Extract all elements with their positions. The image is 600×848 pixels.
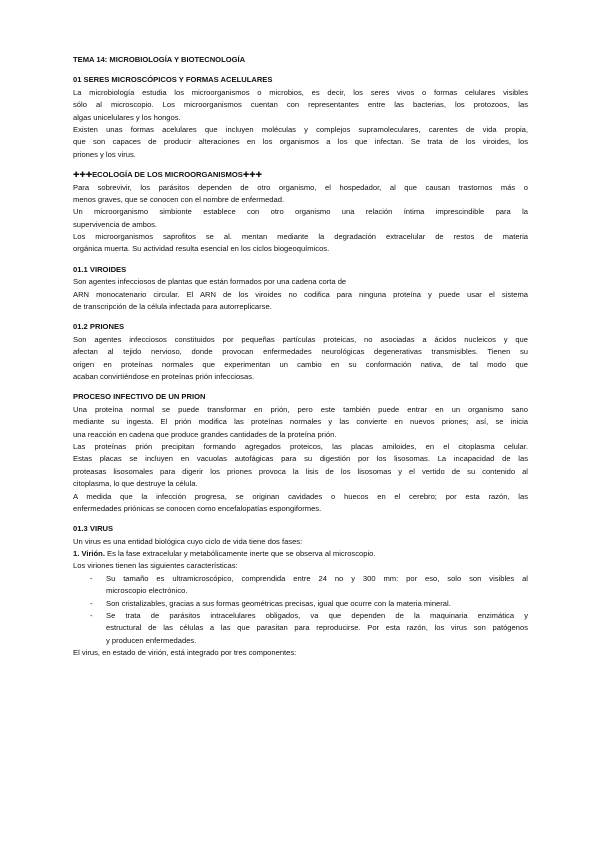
paragraph-line: priones y los virus. (73, 149, 136, 159)
list-item-continuation: y producen enfermedades. (106, 635, 197, 645)
phase-description: Es la fase extracelular y metabólicamente inerte que se observa al microscopio. (104, 549, 376, 559)
section-body-priones (73, 334, 528, 384)
paragraph-line: Los microorganismos saprofitos se al. mentan mediante la degradación extracelular de restos de materia (73, 232, 528, 242)
paragraph-line: afectan al tejido nervioso, donde provocan enfermedades neurológicas degenerativas transmisibles. Tienen su (73, 347, 528, 357)
paragraph-line: enfermedades priónicas se conocen como encefalopatías espongiformes. (73, 503, 322, 513)
section-heading-ecologia (73, 169, 528, 181)
paragraph-line: Son agentes infecciosos constituidos por pequeñas partículas proteicas, no asociadas a ácidos nucleicos y que (73, 334, 528, 344)
section-heading-priones: 01.2 PRIONES (73, 322, 125, 332)
paragraph-line: Las proteínas prión precipitan formando agregados proteicos, las placas amiloides, en el citoplasma celular. (73, 441, 528, 451)
section-body-virus (73, 536, 528, 660)
list-item (73, 573, 528, 585)
paragraph-line: El virus, en estado de virión, está integrado por tres componentes: (73, 648, 297, 658)
list-dash: - (90, 573, 93, 583)
list-item (73, 610, 528, 622)
list-item-text: Su tamaño es ultramicroscópico, comprendida entre 24 no y 300 mm: por eso, solo son visibles al (106, 573, 528, 583)
section-body-viroides (73, 276, 528, 313)
list-item-continuation: microscopio electrónico. (106, 586, 188, 596)
list-item (73, 598, 528, 610)
list-item-text: Son cristalizables, gracias a sus formas geométricas precisas, igual que ocurre con la materia mineral. (106, 598, 451, 608)
paragraph-line: Para sobrevivir, los parásitos dependen de otro organismo, el hospedador, al que causan trastornos más o (73, 182, 528, 192)
paragraph-line: origen en proteínas normales que experimentan un cambio en su conformación nativa, de tal modo que (73, 359, 528, 369)
paragraph-line: supervivencia de ambos. (73, 219, 157, 229)
paragraph-line: algas unicelulares y los hongos. (73, 112, 181, 122)
section-heading-virus: 01.3 VIRUS (73, 524, 114, 534)
paragraph-line: menos graves, que se conocen con el nombre de enfermedad. (73, 194, 285, 204)
paragraph-line: ARN monocatenario circular. El ARN de los viroides no codifica para ninguna proteína y puede usar el sistema (73, 289, 528, 299)
text-column (73, 54, 528, 660)
phase-line (73, 548, 528, 560)
cross-icon-group-right: ✚✚✚ (242, 170, 262, 180)
paragraph-line: La microbiología estudia los microorganismos o microbios, es decir, los seres vivos o formas celulares visibles (73, 87, 528, 97)
phase-label: 1. Virión. (73, 549, 105, 559)
section-heading-text: ECOLOGÍA DE LOS MICROORGANISMOS (92, 170, 243, 180)
paragraph-line: Estas placas se incluyen en vacuolas autofágicas para su digestión por los lisosomas. La incapacidad de las (73, 454, 528, 464)
section-body-proceso (73, 404, 528, 516)
paragraph-line: orgánica muerta. Su actividad resulta esencial en los ciclos biogeoquímicos. (73, 244, 330, 254)
paragraph-line: una reacción en cadena que produce grandes cantidades de la proteína prión. (73, 429, 337, 439)
section-body-seres (73, 87, 528, 161)
paragraph-line: Existen unas formas acelulares que incluyen moléculas y complejos supramoleculares, carentes de vida propia, (73, 124, 528, 134)
list-item-continuation: estructural de las células a las que parasitan para reproducirse. Por esta razón, los virus son patógenos (106, 623, 528, 633)
paragraph-line: proteasas lisosomales para digerir los priones provoca la lisis de los lisosomas y el vertido de su contenido al (73, 466, 528, 476)
section-body-ecologia (73, 182, 528, 256)
paragraph-line: acaban convirtiéndose en proteínas prión infecciosas. (73, 371, 255, 381)
paragraph-line: Un microorganismo simbionte establece con otro organismo una relación íntima imprescindible para la (73, 207, 528, 217)
paragraph-line: que son capaces de producir alteraciones en los organismos a los que infectan. Se trata de los viroides, los (73, 137, 528, 147)
paragraph-line: Son agentes infecciosos de plantas que están formados por una cadena corta de (73, 277, 347, 287)
paragraph-line: citoplasma, lo que destruye la célula. (73, 479, 198, 489)
characteristics-list (73, 573, 528, 647)
paragraph-line: mediante su ingesta. El prión modifica las proteínas normales y las convierte en nuevos priones; así, se inicia (73, 417, 528, 427)
paragraph-line: de transcripción de la célula infectada para autorreplicarse. (73, 302, 272, 312)
paragraph-line: A medida que la infección progresa, se originan cavidades o huecos en el cerebro; por esta razón, las (73, 491, 528, 501)
paragraph-line: Una proteína normal se puede transformar en prión, pero este también puede entrar en un organismo sano (73, 404, 528, 414)
document-title: TEMA 14: MICROBIOLOGÍA Y BIOTECNOLOGÍA (73, 55, 246, 64)
section-heading-viroides: 01.1 VIROIDES (73, 264, 127, 274)
paragraph-line: sólo al microscopio. Los microorganismos cuentan con representantes entre las bacterias, los protozoos, las (73, 100, 528, 110)
list-dash: - (90, 611, 93, 621)
section-heading-proceso: PROCESO INFECTIVO DE UN PRION (73, 392, 206, 402)
paragraph-line: Los viriones tienen las siguientes características: (73, 561, 238, 571)
cross-icon-group-left: ✚✚✚ (73, 170, 93, 180)
paragraph-line: Un virus es una entidad biológica cuyo ciclo de vida tiene dos fases: (73, 536, 303, 546)
section-heading-seres: 01 SERES MICROSCÓPICOS Y FORMAS ACELULARES (73, 75, 273, 85)
list-dash: - (90, 598, 93, 608)
list-item-text: Se trata de parásitos intracelulares obligados, va que dependen de la maquinaria enzimática y (106, 611, 528, 621)
